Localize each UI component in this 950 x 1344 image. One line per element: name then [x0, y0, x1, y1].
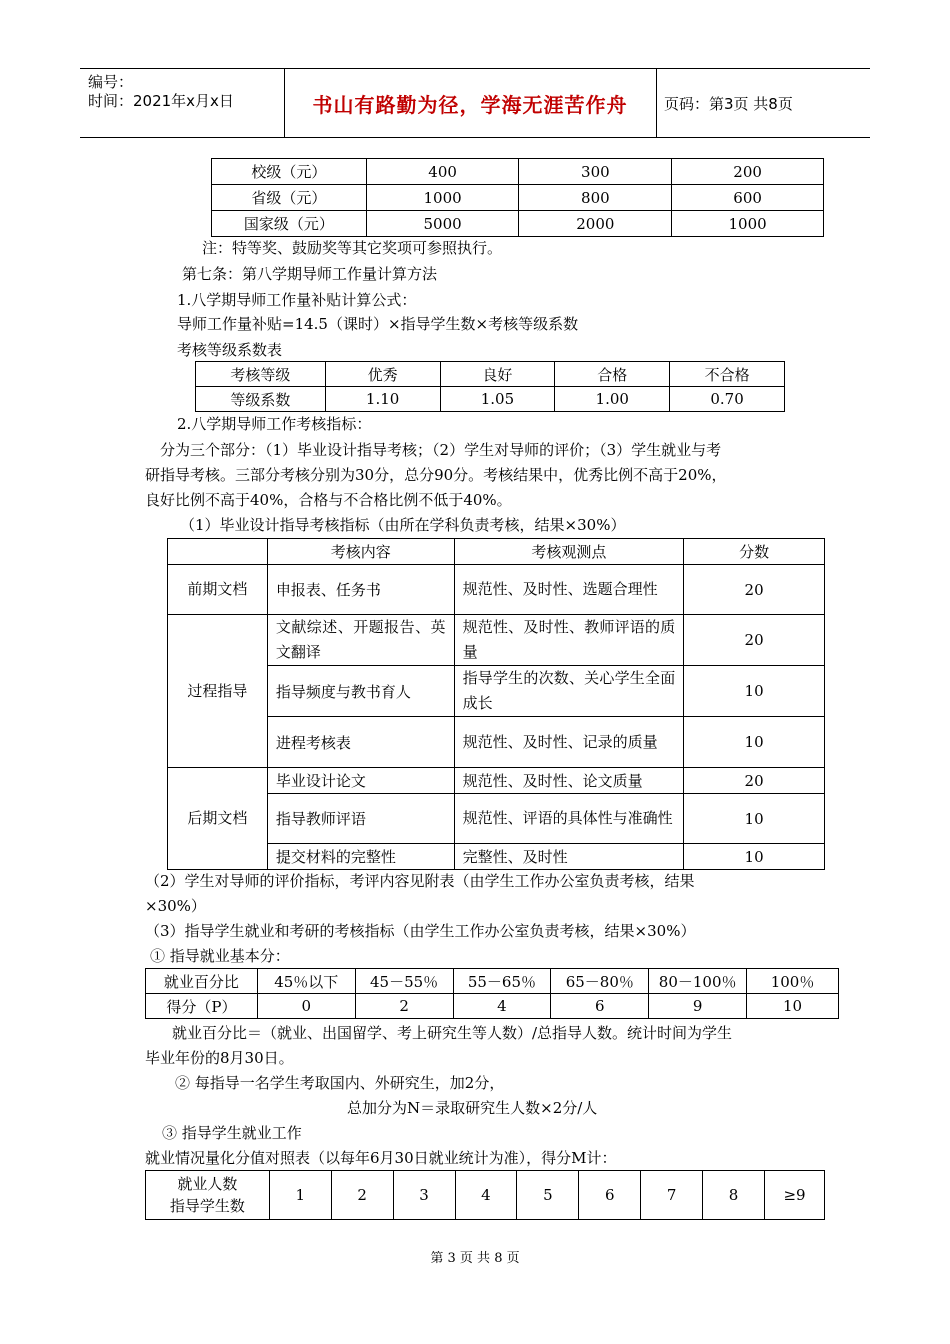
design-header: 考核观测点	[454, 539, 684, 565]
award-level: 校级（元）	[212, 159, 367, 185]
emp-note-line1: 就业百分比＝（就业、出国留学、考上研究生等人数）/总指导人数。统计时间为学生	[172, 1024, 733, 1042]
category-cell: 前期文档	[168, 565, 268, 615]
point-cell: 规范性、及时性、论文质量	[454, 768, 684, 794]
award-value: 600	[672, 185, 824, 211]
emp-base-cell: 45％以下	[257, 969, 355, 994]
coef-header: 考核等级	[196, 362, 326, 387]
award-value: 400	[366, 159, 519, 185]
content-cell: 申报表、任务书	[267, 565, 454, 615]
table-row	[196, 387, 785, 412]
emp-base-cell: 100％	[747, 969, 839, 994]
sub3-heading: （3）指导学生就业和考研的考核指标（由学生工作办公室负责考核，结果×30%）	[145, 922, 696, 940]
award-value: 5000	[366, 211, 519, 237]
c3-heading: ③ 指导学生就业工作	[162, 1124, 302, 1142]
emp-base-table	[145, 968, 839, 1019]
emp-base-cell: 80－100％	[649, 969, 747, 994]
table-row	[146, 1171, 825, 1220]
coef-header: 合格	[555, 362, 670, 387]
coef-header: 优秀	[325, 362, 440, 387]
score-cell: 10	[684, 794, 825, 844]
award-value: 300	[519, 159, 672, 185]
emp-qty-table	[145, 1170, 825, 1220]
sub1-heading: （1）毕业设计指导考核指标（由所在学科负责考核，结果×30%）	[180, 516, 626, 534]
table-row	[212, 211, 824, 237]
coef-value: 1.10	[325, 387, 440, 412]
award-value: 1000	[366, 185, 519, 211]
content-cell: 提交材料的完整性	[267, 844, 454, 870]
award-value: 800	[519, 185, 672, 211]
award-value: 200	[672, 159, 824, 185]
page-footer: 第 3 页 共 8 页	[430, 1251, 520, 1266]
table-row	[212, 185, 824, 211]
content-cell: 指导教师评语	[267, 794, 454, 844]
item-2-heading: 2.八学期导师工作考核指标：	[177, 415, 372, 433]
content-cell: 进程考核表	[267, 717, 454, 768]
design-table	[167, 538, 825, 870]
score-cell: 20	[684, 615, 825, 666]
emp-base-cell: 55－65％	[453, 969, 551, 994]
emp-base-cell: 6	[551, 994, 649, 1019]
award-table	[211, 158, 824, 237]
article-7-heading: 第七条：第八学期导师工作量计算方法	[182, 265, 438, 283]
emp-qty-value: 1	[269, 1171, 331, 1220]
point-cell: 完整性、及时性	[454, 844, 684, 870]
table-row	[168, 539, 825, 565]
award-level: 省级（元）	[212, 185, 367, 211]
coef-table-title: 考核等级系数表	[177, 341, 283, 359]
sub2-line2: ×30%）	[145, 897, 206, 915]
design-header	[168, 539, 268, 565]
workload-formula: 导师工作量补贴=14.5（课时）×指导学生数×考核等级系数	[177, 315, 579, 333]
emp-qty-value: 3	[393, 1171, 455, 1220]
page-header	[80, 68, 870, 138]
emp-qty-value: 7	[641, 1171, 703, 1220]
award-value: 2000	[519, 211, 672, 237]
content-cell: 指导频度与教书育人	[267, 666, 454, 717]
number-label: 编号：	[88, 73, 134, 91]
note-text: 注：特等奖、鼓励奖等其它奖项可参照执行。	[202, 239, 503, 257]
emp-qty-title: 就业情况量化分值对照表（以每年6月30日就业统计为准），得分M计：	[145, 1149, 617, 1167]
design-header: 分数	[684, 539, 825, 565]
emp-base-cell: 4	[453, 994, 551, 1019]
para1-line1: 分为三个部分：（1）毕业设计指导考核；（2）学生对导师的评价；（3）学生就业与考	[160, 441, 722, 459]
point-cell: 规范性、及时性、选题合理性	[454, 565, 684, 615]
emp-qty-value: 2	[331, 1171, 393, 1220]
emp-base-cell: 45－55％	[355, 969, 453, 994]
header-page-label: 页码：第3页 共8页	[664, 95, 793, 113]
item-1-heading: 1.八学期导师工作量补贴计算公式：	[177, 291, 417, 309]
c2-text: ② 每指导一名学生考取国内、外研究生，加2分，	[175, 1074, 505, 1092]
point-cell: 规范性、及时性、教师评语的质量	[454, 615, 684, 666]
coef-value: 1.05	[440, 387, 555, 412]
c1-heading: ① 指导就业基本分：	[150, 947, 290, 965]
coef-header: 良好	[440, 362, 555, 387]
emp-base-cell: 得分（P）	[146, 994, 258, 1019]
category-cell: 后期文档	[168, 768, 268, 870]
emp-qty-label-top: 就业人数	[177, 1175, 238, 1193]
emp-qty-label-bottom: 指导学生数	[169, 1197, 245, 1215]
header-motto: 书山有路勤为径，学海无涯苦作舟	[312, 93, 628, 117]
table-row	[212, 159, 824, 185]
coef-value: 1.00	[555, 387, 670, 412]
header-meta	[88, 73, 234, 111]
content-cell: 毕业设计论文	[267, 768, 454, 794]
emp-qty-value: 4	[455, 1171, 517, 1220]
sub2-line1: （2）学生对导师的评价指标，考评内容见附表（由学生工作办公室负责考核，结果	[145, 872, 695, 890]
point-cell: 规范性、及时性、记录的质量	[454, 717, 684, 768]
emp-qty-label	[146, 1171, 270, 1220]
coef-table	[195, 361, 785, 412]
point-cell: 指导学生的次数、关心学生全面成长	[454, 666, 684, 717]
emp-base-cell: 65－80％	[551, 969, 649, 994]
score-cell: 10	[684, 666, 825, 717]
para1-line2: 研指导考核。三部分考核分别为30分，总分90分。考核结果中，优秀比例不高于20%，	[145, 466, 727, 484]
emp-note-line2: 毕业年份的8月30日。	[145, 1049, 294, 1067]
design-header: 考核内容	[267, 539, 454, 565]
emp-base-cell: 就业百分比	[146, 969, 258, 994]
score-cell: 20	[684, 768, 825, 794]
table-row	[168, 615, 825, 666]
emp-base-cell: 2	[355, 994, 453, 1019]
emp-qty-value: 5	[517, 1171, 579, 1220]
score-cell: 10	[684, 844, 825, 870]
table-row	[196, 362, 785, 387]
emp-base-cell: 10	[747, 994, 839, 1019]
emp-base-cell: 9	[649, 994, 747, 1019]
table-row	[168, 565, 825, 615]
coef-value: 0.70	[670, 387, 785, 412]
table-row	[146, 969, 839, 994]
point-cell: 规范性、评语的具体性与准确性	[454, 794, 684, 844]
score-cell: 20	[684, 565, 825, 615]
content-cell: 文献综述、开题报告、英文翻译	[267, 615, 454, 666]
award-value: 1000	[672, 211, 824, 237]
time-label: 时间：2021年x月x日	[88, 92, 234, 110]
para1-line3: 良好比例不高于40%，合格与不合格比例不低于40%。	[145, 491, 512, 509]
table-row	[146, 994, 839, 1019]
emp-qty-value: 8	[703, 1171, 765, 1220]
award-level: 国家级（元）	[212, 211, 367, 237]
emp-qty-value: 6	[579, 1171, 641, 1220]
coef-header: 不合格	[670, 362, 785, 387]
score-cell: 10	[684, 717, 825, 768]
table-row	[168, 768, 825, 794]
emp-base-cell: 0	[257, 994, 355, 1019]
coef-value: 等级系数	[196, 387, 326, 412]
category-cell: 过程指导	[168, 615, 268, 768]
c2-formula: 总加分为N＝录取研究生人数×2分/人	[347, 1099, 598, 1117]
emp-qty-value: ≥9	[765, 1171, 825, 1220]
